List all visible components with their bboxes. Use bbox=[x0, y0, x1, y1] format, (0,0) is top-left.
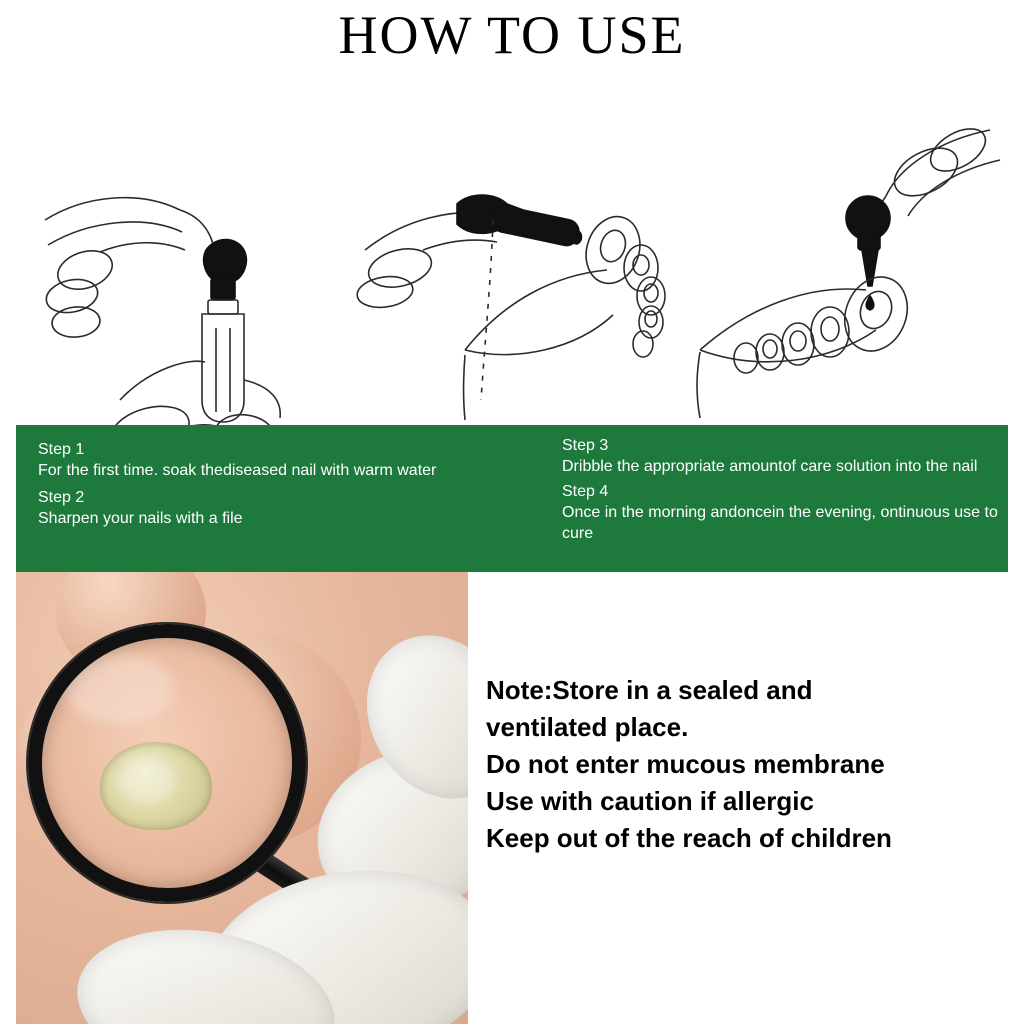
illustration-strip bbox=[0, 100, 1024, 425]
lens-glare bbox=[64, 654, 174, 724]
step-3-heading: Step 3 bbox=[562, 437, 609, 454]
step-1-text: For the first time. soak thediseased nail with warm water bbox=[38, 462, 437, 479]
magnified-toenail-photo bbox=[16, 572, 468, 1024]
dropper-bottle-illustration bbox=[30, 100, 330, 425]
step-4-heading: Step 4 bbox=[562, 483, 609, 500]
nail-file-illustration bbox=[345, 100, 675, 425]
steps-band bbox=[16, 425, 1008, 572]
note-line-3: Do not enter mucous membrane bbox=[486, 749, 885, 779]
note-line-5: Keep out of the reach of children bbox=[486, 823, 892, 853]
steps-column-right bbox=[562, 435, 1002, 548]
step-4-text: Once in the morning andoncein the evening, ontinuous use to cure bbox=[562, 504, 998, 542]
step-1-heading: Step 1 bbox=[38, 441, 85, 458]
steps-column-left bbox=[38, 439, 558, 535]
step-2-text: Sharpen your nails with a file bbox=[38, 510, 243, 527]
note-block bbox=[486, 672, 1016, 857]
step-2-heading: Step 2 bbox=[38, 489, 85, 506]
note-line-2: ventilated place. bbox=[486, 712, 689, 742]
page-title: HOW TO USE bbox=[338, 5, 686, 65]
note-line-1: Note:Store in a sealed and bbox=[486, 675, 813, 705]
note-line-4: Use with caution if allergic bbox=[486, 786, 814, 816]
dropper-applying-to-toenail-illustration bbox=[690, 100, 1010, 425]
infected-toenail bbox=[100, 742, 212, 830]
magnifier-lens bbox=[28, 624, 306, 902]
step-3-text: Dribble the appropriate amountof care solution into the nail bbox=[562, 458, 978, 475]
